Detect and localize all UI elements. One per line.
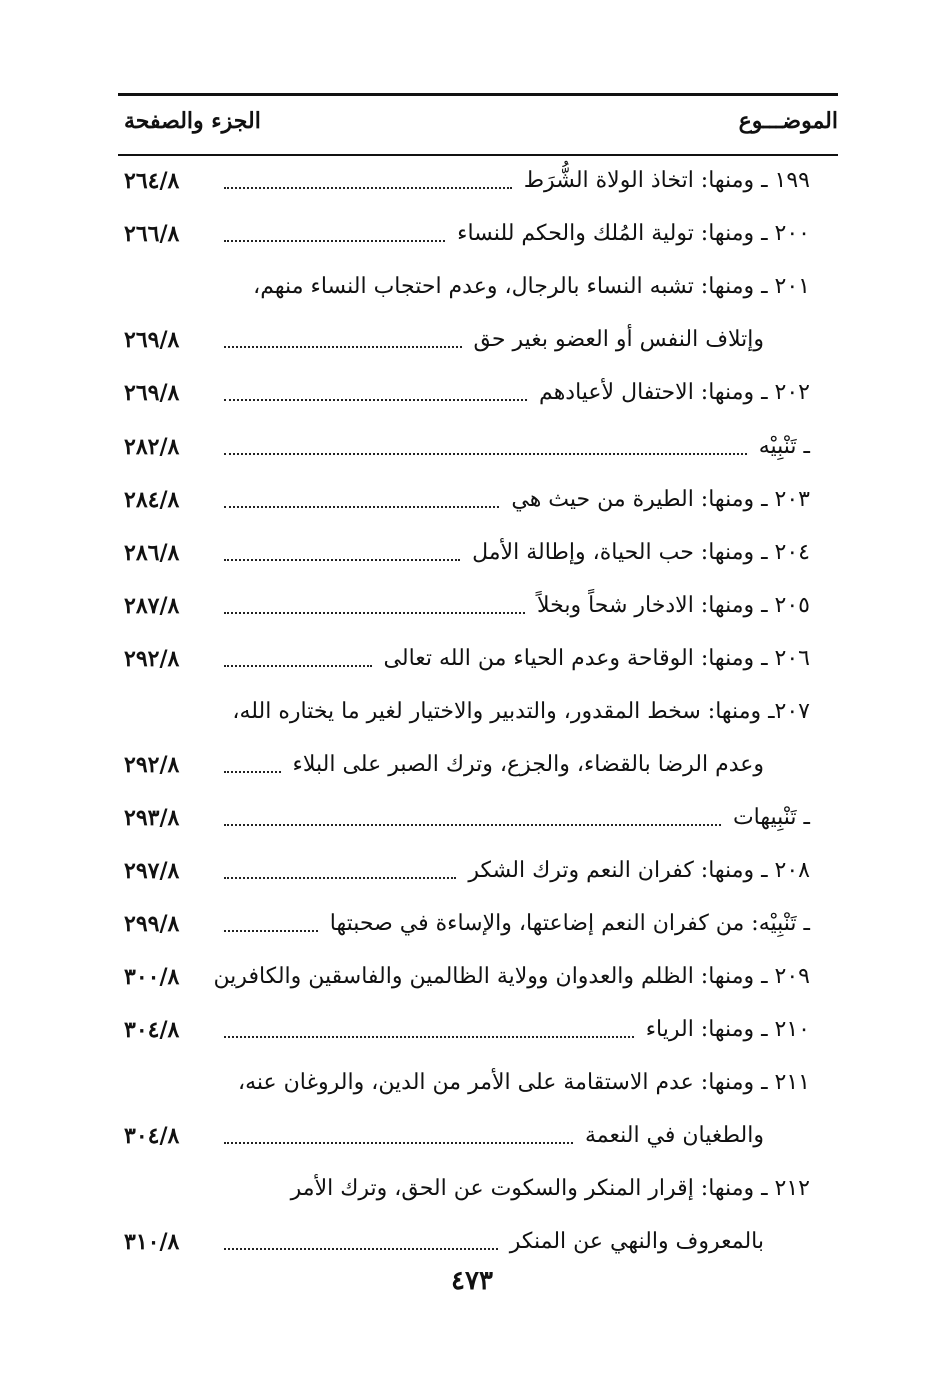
dot-leader	[224, 346, 462, 348]
toc-entry-title: ٢٠٨ ـ ومنها: كفران النعم وترك الشكر	[468, 858, 810, 883]
toc-entry-title: ـ تَنْبِيهات	[732, 805, 810, 830]
volume-page-ref: ٢٦٩/٨	[124, 327, 180, 353]
volume-page-ref: ٢٨٤/٨	[124, 487, 180, 513]
toc-entry-title: ٢٠٩ ـ ومنها: الظلم والعدوان وولاية الظالمين والفاسقين والكافرين	[213, 964, 810, 989]
toc-entry-title: ـ تَنْبِيْه: من كفران النعم إضاعتها، والإساءة في صحبتها	[329, 911, 810, 936]
dot-leader	[224, 877, 456, 879]
toc-entry-line	[124, 851, 810, 891]
header-bottom-rule	[118, 154, 838, 156]
toc-entry-line	[124, 214, 810, 254]
toc-entry-line	[124, 957, 810, 997]
toc-entry-title: والطغيان في النعمة	[584, 1123, 764, 1148]
toc-entry-title: ١٩٩ ـ ومنها: اتخاذ الولاة الشُّرَط	[523, 168, 810, 193]
toc-entry-line	[124, 1010, 810, 1050]
volume-page-ref: ٣١٠/٨	[124, 1229, 180, 1255]
dot-leader	[224, 240, 445, 242]
toc-entry-line	[124, 1116, 810, 1156]
toc-entry-line	[124, 267, 810, 307]
toc-entry-title: ٢٠٠ ـ ومنها: تولية المُلك والحكم للنساء	[457, 221, 810, 246]
volume-page-ref: ٢٦٩/٨	[124, 380, 180, 406]
volume-page-ref: ٣٠٠/٨	[124, 964, 180, 990]
volume-page-ref: ٢٦٤/٨	[124, 168, 180, 194]
dot-leader	[224, 930, 318, 932]
volume-page-ref: ٢٩٢/٨	[124, 646, 180, 672]
toc-entry-line	[124, 427, 810, 467]
toc-entry-line	[124, 161, 810, 201]
dot-leader	[224, 559, 460, 561]
column-header-topic: الموضـــوع	[738, 108, 838, 134]
toc-entry-title: ٢٠٦ ـ ومنها: الوقاحة وعدم الحياء من الله تعالى	[383, 646, 810, 671]
dot-leader	[224, 771, 281, 773]
dot-leader	[224, 1248, 498, 1250]
toc-entry-title: ٢٠٥ ـ ومنها: الادخار شحاً وبخلاً	[537, 593, 810, 618]
toc-entry-line	[124, 692, 810, 732]
toc-entry-title: ـ تَنْبِيْه	[758, 434, 810, 459]
toc-entry-line	[124, 1169, 810, 1209]
volume-page-ref: ٢٩٧/٨	[124, 858, 180, 884]
toc-entry-title: ٢١٠ ـ ومنها: الرياء	[645, 1017, 810, 1042]
dot-leader	[224, 399, 527, 401]
volume-page-ref: ٢٨٢/٨	[124, 434, 180, 460]
volume-page-ref: ٢٩٢/٨	[124, 752, 180, 778]
toc-entry-line	[124, 320, 810, 360]
toc-entry-line	[124, 904, 810, 944]
volume-page-ref: ٢٩٣/٨	[124, 805, 180, 831]
toc-entry-title: ٢٠٧ـ ومنها: سخط المقدور، والتدبير والاختيار لغير ما يختاره الله،	[232, 699, 810, 724]
toc-entry-line	[124, 745, 810, 785]
toc-entry-title: بالمعروف والنهي عن المنكر	[509, 1229, 764, 1254]
dot-leader	[224, 453, 747, 455]
toc-entry-title: وإتلاف النفس أو العضو بغير حق	[473, 327, 764, 352]
dot-leader	[224, 187, 512, 189]
toc-entry-line	[124, 373, 810, 413]
toc-entry-line	[124, 639, 810, 679]
toc-entry-title: ٢١٢ ـ ومنها: إقرار المنكر والسكوت عن الحق، وترك الأمر	[290, 1176, 810, 1201]
toc-entry-title: ٢١١ ـ ومنها: عدم الاستقامة على الأمر من الدين، والروغان عنه،	[238, 1070, 810, 1095]
toc-entry-line	[124, 533, 810, 573]
toc-entry-line	[124, 1063, 810, 1103]
dot-leader	[224, 506, 499, 508]
toc-entry-title: وعدم الرضا بالقضاء، والجزع، وترك الصبر على البلاء	[292, 752, 764, 777]
volume-page-ref: ٣٠٤/٨	[124, 1123, 180, 1149]
dot-leader	[224, 824, 721, 826]
dot-leader	[224, 665, 372, 667]
column-header-volume-page: الجزء والصفحة	[124, 108, 261, 134]
volume-page-ref: ٣٠٤/٨	[124, 1017, 180, 1043]
toc-entry-title: ٢٠٣ ـ ومنها: الطيرة من حيث هي	[511, 487, 810, 512]
volume-page-ref: ٢٦٦/٨	[124, 221, 180, 247]
toc-entry-title: ٢٠١ ـ ومنها: تشبه النساء بالرجال، وعدم احتجاب النساء منهم،	[253, 274, 810, 299]
toc-entry-line	[124, 798, 810, 838]
dot-leader	[224, 1142, 573, 1144]
volume-page-ref: ٢٨٦/٨	[124, 540, 180, 566]
volume-page-ref: ٢٩٩/٨	[124, 911, 180, 937]
toc-entry-title: ٢٠٢ ـ ومنها: الاحتفال لأعيادهم	[539, 380, 810, 405]
toc-entry-line	[124, 586, 810, 626]
volume-page-ref: ٢٨٧/٨	[124, 593, 180, 619]
toc-entry-line	[124, 1222, 810, 1262]
dot-leader	[224, 1036, 634, 1038]
toc-entry-line	[124, 480, 810, 520]
page-number: ٤٧٣	[451, 1266, 493, 1296]
dot-leader	[224, 612, 525, 614]
toc-entry-title: ٢٠٤ ـ ومنها: حب الحياة، وإطالة الأمل	[472, 540, 810, 565]
header-top-rule	[118, 93, 838, 96]
